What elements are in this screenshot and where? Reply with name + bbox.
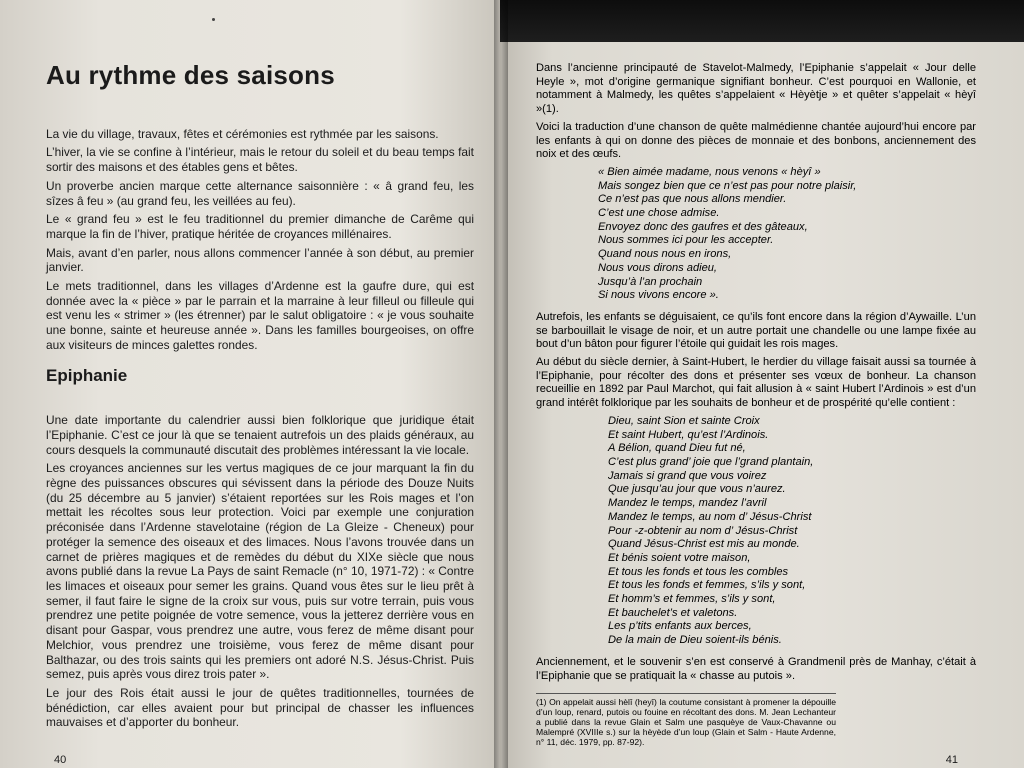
- section-title: Epiphanie: [46, 365, 128, 385]
- paragraph: Un proverbe ancien marque cette alternance saisonnière : « â grand feu, les sîzes â feu » (au grand feu, les veillées au feu).: [46, 178, 474, 208]
- verse-line: Les p’tits enfants aux berces,: [608, 620, 752, 633]
- left-page: [0, 0, 500, 768]
- page-title: Au rythme des saisons: [46, 60, 335, 90]
- footnote: (1) On appelait aussi hèlî (heyî) la coutume consistant à promener la dépouille d’un loup, renard, putois ou fouine en récoltant des dons. M. Jean Lechanteur a publié dans la revue Glain et Salm une pasquèye de Vaux-Chavanne ou Malempré (XVIIIe s.) sur la hèyède d’un loup (Glain et Salm - Haute Ardenne, n° 11, déc. 1979, pp. 87-92).: [536, 693, 836, 747]
- song-verse: [598, 166, 976, 303]
- verse-line: Nous vous dirons adieu,: [598, 261, 718, 274]
- page-number: 40: [54, 754, 67, 766]
- paragraph: Le « grand feu » est le feu traditionnel du premier dimanche de Carême qui marque la fin de l’hiver, pratique héritée de croyances millénaires.: [46, 212, 474, 241]
- book-spine: [494, 0, 508, 768]
- verse-line: C’est plus grand’ joie que l’grand plantain,: [608, 455, 814, 468]
- verse-line: Et tous les fonds et tous les combles: [608, 565, 789, 578]
- paragraph: Le jour des Rois était aussi le jour de quêtes traditionnelles, tournées de bénédiction, car elles avaient pour but principal de chasser les influences mauvaises et d’apporter du bonheur.: [46, 685, 474, 730]
- verse-line: Et bauchelet’s et valetons.: [608, 606, 738, 619]
- verse-line: Pour -z-obtenir au nom d’ Jésus-Christ: [608, 524, 798, 537]
- verse-line: Nous sommes ici pour les accepter.: [598, 234, 774, 247]
- verse-line: Ce n’est pas que nous allons mendier.: [598, 193, 787, 206]
- verse-line: Et bénis soient votre maison,: [608, 551, 751, 564]
- verse-line: « Bien aimée madame, nous venons « hèyî »: [598, 165, 821, 178]
- verse-line: Dieu, saint Sion et sainte Croix: [608, 414, 760, 427]
- verse-line: Quand nous nous en irons,: [598, 248, 732, 261]
- paragraph: Voici la traduction d’une chanson de quête malmédienne chantée aujourd’hui encore par les enfants à qui on donne des pièces de monnaie et des bonbons, anciennement des noix et des œufs.: [536, 120, 976, 161]
- verse-line: Si nous vivons encore ».: [598, 289, 719, 302]
- paragraph: Anciennement, et le souvenir s’en est conservé à Grandmenil près de Manhay, c’était à l’Epiphanie que se pratiquait la « chasse au putois ».: [536, 655, 976, 682]
- verse-line: Envoyez donc des gaufres et des gâteaux,: [598, 220, 808, 233]
- paragraph: Les croyances anciennes sur les vertus magiques de ce jour marquant la fin du règne des puissances obscures qui sévissent dans la période des Douze Nuits (du 25 décembre au 5 janvier) s’étaient reportées sur les Rois mages et l’on mettait les récoltes sous leur protection. Voici par exemple une conjuration préconisée dans l’Ardenne stavelotaine (région de La Gleize - Cheneux) pour protéger la semence des oiseaux et des limaces. Nous l’avons trouvée dans un carnet de prières magiques et de remèdes du début du XIXe siècle que nous avons publié dans la revue La Pays de saint Remacle (n° 10, 1971-72) : « Contre les limaces et oiseaux pour semer les grains. Quand vous êtes sur le lieu prêt à semer, il faut faire le signe de la croix sur vous, puis sur votre terrain, puis vous prendrez une petite poignée de votre semence, vous la jetterez derrière vous en disant pour Gaspar, vous prendrez une autre, vous ferez de même disant pour Melchior, vous prendrez une troisième, vous ferez de même disant pour Balthazar, ou des trois saints qui les premiers ont adoré N.S. Jésus-Christ. Puis semez, puis après vous direz trois pater ».: [46, 461, 474, 682]
- paragraph: Mais, avant d’en parler, nous allons commencer l’année à son début, au premier janvier.: [46, 245, 474, 275]
- background-shadow: [500, 0, 1024, 42]
- verse-line: Mandez le temps, mandez l’avril: [608, 497, 767, 510]
- song-verse: [608, 415, 976, 648]
- speck: [212, 18, 215, 21]
- verse-line: Quand Jésus-Christ est mis au monde.: [608, 538, 800, 551]
- paragraph: Au début du siècle dernier, à Saint-Hubert, le herdier du village faisait aussi sa tournée à l’Epiphanie, pour récolter des dons et présenter ses vœux de bonheur. La chanson recueillie en 1892 par Paul Marchot, qui fait allusion à « saint Hubert l’Ardinois » est d’un grand intérêt folklorique par les souhaits de bonheur et de prospérité qu’elle contient :: [536, 356, 976, 410]
- verse-line: Jamais si grand que vous voirez: [608, 469, 767, 482]
- paragraph: Le mets traditionnel, dans les villages d’Ardenne est la gaufre dure, qui est donnée avec la « pièce » par le parrain et la marraine à leur filleul ou filleule qui est venu les « strimer » (les étrenner) par le salut obligatoire : « je vous souhaite une bonne, sainte et heureuse année ». Dans les familles bourgeoises, on offre aux visiteurs de minces galettes rondes.: [46, 279, 474, 352]
- verse-line: Mais songez bien que ce n’est pas pour notre plaisir,: [598, 179, 857, 192]
- verse-line: C’est une chose admise.: [598, 207, 720, 220]
- verse-line: A Bélion, quand Dieu fut né,: [608, 442, 746, 455]
- paragraph: Dans l’ancienne principauté de Stavelot-Malmedy, l’Epiphanie s’appelait « Jour delle Heyle », mot d’origine germanique signifiant bonheur. C’est pourquoi en Wallonie, et notamment à Malmedy, les quêtes s’appelaient « Hèyètje » et quêter s’appelait « hèyî »(1).: [536, 62, 976, 116]
- paragraph: La vie du village, travaux, fêtes et cérémonies est rythmée par les saisons.: [46, 126, 439, 141]
- verse-line: Que jusqu’au jour que vous n’aurez.: [608, 483, 786, 496]
- verse-line: Et tous les fonds et femmes, s’ils y sont,: [608, 579, 806, 592]
- page-number: 41: [945, 754, 958, 766]
- verse-line: Jusqu’à l’an prochain: [598, 275, 703, 288]
- right-column: [536, 62, 976, 747]
- paragraph: Une date importante du calendrier aussi bien folklorique que juridique était l’Epiphanie. C’est ce jour là que se tenaient autrefois un des plaids généraux, au cours desquels la communauté discutait des problèmes intéressant la vie locale.: [46, 413, 474, 457]
- verse-line: Et saint Hubert, qu’est l’Ardinois.: [608, 428, 769, 441]
- left-column: [46, 60, 474, 734]
- verse-line: De la main de Dieu soient-ils bénis.: [608, 634, 782, 647]
- paragraph: L’hiver, la vie se confine à l’intérieur, mais le retour du soleil et du beau temps fait sortir des maisons et des étables gens et bêtes.: [46, 145, 474, 175]
- verse-line: Mandez le temps, au nom d’ Jésus-Christ: [608, 510, 812, 523]
- paragraph: Autrefois, les enfants se déguisaient, ce qu’ils font encore dans la région d’Aywaille. L’un se barbouillait le visage de noir, et un autre portait une chandelle ou une lampe fixée au bout d’un bâton pour figurer l’étoile qui guidait les rois mages.: [536, 310, 976, 351]
- verse-line: Et homm’s et femmes, s’ils y sont,: [608, 593, 776, 606]
